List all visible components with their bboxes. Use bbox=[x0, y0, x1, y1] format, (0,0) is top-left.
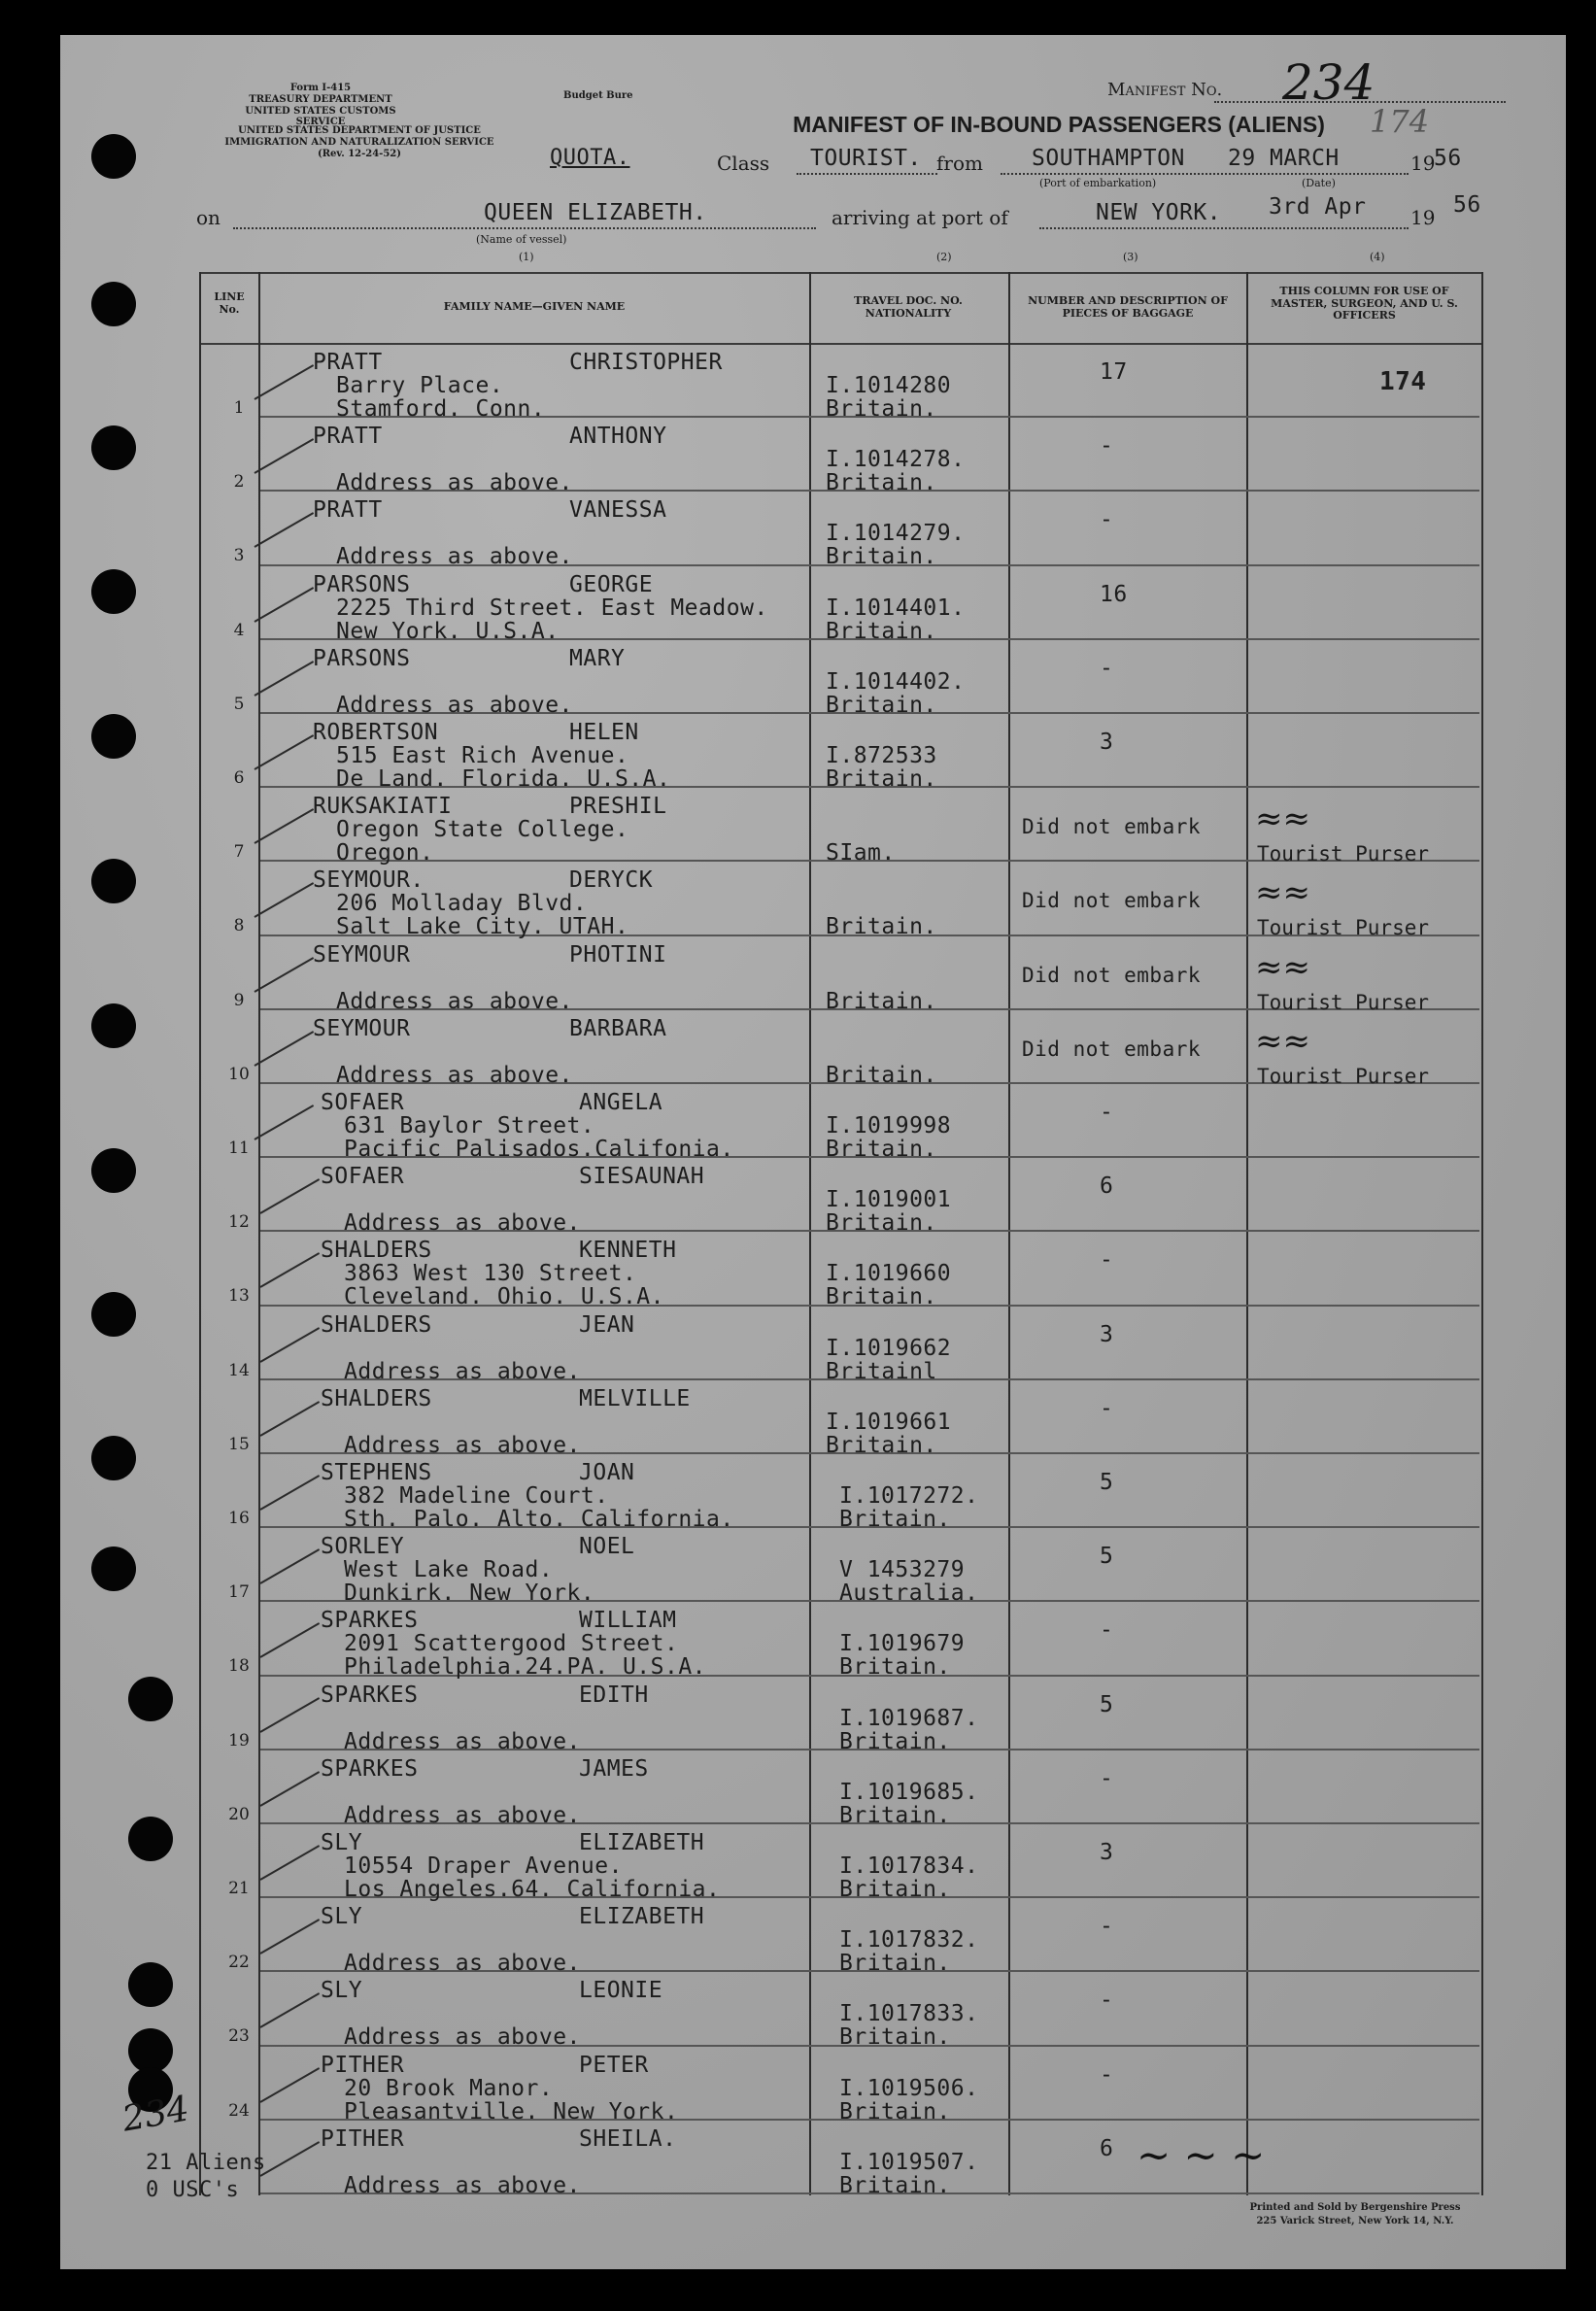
travel-doc-number: I.1019506. bbox=[839, 2075, 979, 2101]
address-line-1: Barry Place. bbox=[336, 373, 504, 398]
address-line-2: Oregon. bbox=[336, 840, 434, 867]
baggage-count: - bbox=[1100, 1617, 1114, 1644]
punch-hole bbox=[91, 714, 136, 759]
line-number: 18 bbox=[228, 1656, 250, 1677]
baggage-count: - bbox=[1100, 1100, 1114, 1125]
punch-hole bbox=[91, 1003, 136, 1048]
address-line-1: 206 Molladay Blvd. bbox=[336, 891, 588, 917]
line-number: 5 bbox=[233, 694, 245, 714]
baggage-count: - bbox=[1100, 1395, 1114, 1421]
punch-hole bbox=[128, 1817, 173, 1861]
line-number: 3 bbox=[233, 546, 245, 566]
address-line-2: Address as above. bbox=[336, 1062, 573, 1088]
address-line-2: Pacific Palisados.Califonia. bbox=[344, 1137, 734, 1162]
embark-date: 29 MARCH bbox=[1228, 146, 1340, 171]
address-line-2: Stamford. Conn. bbox=[336, 396, 546, 422]
given-name: WILLIAM bbox=[579, 1608, 677, 1634]
year-suffix: 56 bbox=[1434, 146, 1462, 171]
officer-note: Tourist Purser bbox=[1257, 990, 1430, 1014]
address-line-2: Address as above. bbox=[336, 988, 573, 1014]
punch-hole bbox=[91, 425, 136, 470]
baggage-count: 5 bbox=[1100, 1470, 1114, 1495]
line-number: 24 bbox=[228, 2100, 250, 2121]
address-line-2: Address as above. bbox=[336, 544, 573, 570]
given-name: ANGELA bbox=[579, 1090, 663, 1115]
col-num-3: (3) bbox=[1123, 251, 1138, 263]
line-number: 16 bbox=[228, 1509, 250, 1528]
budget-bureau: Budget Bure bbox=[563, 90, 633, 101]
nationality: Britain. bbox=[826, 618, 937, 644]
officer-note: Tourist Purser bbox=[1257, 1064, 1430, 1088]
nationality: Britain. bbox=[839, 1654, 951, 1681]
vessel-dots bbox=[233, 227, 816, 229]
nationality: Britain. bbox=[839, 2172, 951, 2198]
did-not-embark-note: Did not embark bbox=[1022, 1037, 1202, 1061]
given-name: JAMES bbox=[579, 1755, 649, 1782]
family-name: RUKSAKIATI bbox=[313, 794, 453, 820]
nationality: Britain. bbox=[839, 1951, 951, 1977]
officer-initials: ≈≈ bbox=[1255, 947, 1310, 987]
baggage-count: - bbox=[1100, 433, 1114, 459]
line-number: 4 bbox=[233, 620, 245, 640]
family-name: SEYMOUR bbox=[313, 941, 411, 968]
address-line-1: 3863 West 130 Street. bbox=[344, 1261, 637, 1287]
line-number: 13 bbox=[228, 1286, 250, 1307]
vessel-caption: (Name of vessel) bbox=[476, 233, 567, 246]
address-line-2: Los Angeles.64. California. bbox=[344, 1877, 721, 1902]
revision: (Rev. 12-24-52) bbox=[318, 149, 401, 159]
address-line-1: 2225 Third Street. East Meadow. bbox=[336, 595, 768, 621]
travel-doc-number: I.872533 bbox=[826, 743, 937, 768]
given-name: ANTHONY bbox=[569, 424, 667, 450]
baggage-count: 6 bbox=[1100, 2135, 1114, 2161]
treasury-dept: TREASURY DEPARTMENT bbox=[249, 94, 392, 105]
col-num-4: (4) bbox=[1370, 251, 1385, 263]
travel-doc-number: I.1019507. bbox=[839, 2149, 979, 2175]
nationality: Britain. bbox=[826, 1432, 937, 1458]
usc-count: 0 USC's bbox=[146, 2178, 240, 2202]
did-not-embark-note: Did not embark bbox=[1022, 889, 1202, 913]
given-name: PETER bbox=[579, 2052, 649, 2078]
nationality: Britain. bbox=[839, 1802, 951, 1828]
travel-doc-number: I.1019679 bbox=[839, 1631, 966, 1657]
from-label: from bbox=[936, 152, 983, 175]
family-name: SPARKES bbox=[321, 1608, 419, 1634]
printer-address: 225 Varick Street, New York 14, N.Y. bbox=[1256, 2216, 1454, 2226]
nationality: Britainl bbox=[826, 1358, 937, 1384]
officer-initials: ≈≈ bbox=[1255, 873, 1310, 913]
punch-hole bbox=[91, 1436, 136, 1480]
did-not-embark-note: Did not embark bbox=[1022, 815, 1202, 839]
baggage-count: 3 bbox=[1100, 1321, 1114, 1347]
signature: ~ ~ ~ bbox=[1137, 2131, 1266, 2179]
baggage-count: 17 bbox=[1100, 359, 1128, 385]
punch-hole bbox=[91, 282, 136, 326]
address-line-2: Address as above. bbox=[344, 1432, 581, 1458]
col-officers: THIS COLUMN FOR USE OF MASTER, SURGEON, AND U. S. OFFICERS bbox=[1271, 285, 1458, 323]
from-dots bbox=[1001, 173, 1409, 175]
travel-doc-number: I.1014278. bbox=[826, 447, 966, 473]
given-name: SHEILA. bbox=[579, 2125, 677, 2152]
punch-hole bbox=[91, 859, 136, 903]
line-number: 12 bbox=[228, 1212, 250, 1233]
baggage-count: 6 bbox=[1100, 1173, 1114, 1200]
baggage-count: 16 bbox=[1100, 581, 1128, 607]
nationality: Britain. bbox=[839, 2098, 951, 2124]
travel-doc-number: I.1014280 bbox=[826, 373, 952, 398]
address-line-2: Address as above. bbox=[344, 2024, 581, 2051]
line-number: 21 bbox=[228, 1879, 250, 1898]
nationality: Britain. bbox=[826, 544, 937, 570]
nationality: Britain. bbox=[826, 1062, 937, 1088]
travel-doc-number: I.1017834. bbox=[839, 1853, 979, 1879]
given-name: BARBARA bbox=[569, 1015, 667, 1041]
address-line-2: Address as above. bbox=[344, 1728, 581, 1754]
family-name: STEPHENS bbox=[321, 1460, 432, 1485]
address-line-2: Address as above. bbox=[344, 1951, 581, 1977]
did-not-embark-note: Did not embark bbox=[1022, 963, 1202, 987]
address-line-2: Sth. Palo. Alto. California. bbox=[344, 1507, 734, 1532]
line-number: 10 bbox=[228, 1064, 250, 1084]
address-line-2: Dunkirk. New York. bbox=[344, 1580, 595, 1607]
line-number: 7 bbox=[233, 842, 245, 863]
nationality: Britain. bbox=[839, 1728, 951, 1754]
port-dots bbox=[1039, 227, 1409, 229]
travel-doc-number: I.1019685. bbox=[839, 1779, 979, 1805]
year-prefix: 19 bbox=[1410, 152, 1436, 175]
nationality: Britain. bbox=[839, 2024, 951, 2051]
manifest-number: 234 bbox=[1282, 54, 1375, 111]
family-name: SLY bbox=[321, 1830, 363, 1855]
family-name: ROBERTSON bbox=[313, 720, 439, 745]
port-caption: (Port of embarkation) bbox=[1039, 177, 1157, 189]
line-number: 9 bbox=[233, 990, 245, 1010]
punch-hole bbox=[91, 1292, 136, 1337]
given-name: NOEL bbox=[579, 1534, 635, 1560]
nationality: Britain. bbox=[826, 1284, 937, 1310]
address-line-2: New York. U.S.A. bbox=[336, 618, 560, 644]
family-name: PRATT bbox=[313, 497, 383, 524]
ins-service: IMMIGRATION AND NATURALIZATION SERVICE bbox=[224, 137, 494, 148]
manifest-label: Manifest No. bbox=[1107, 80, 1223, 100]
travel-doc-number: I.1019660 bbox=[826, 1261, 952, 1287]
baggage-count: - bbox=[1100, 1765, 1114, 1791]
address-line-2: Address as above. bbox=[344, 1358, 581, 1384]
given-name: JEAN bbox=[579, 1311, 635, 1338]
col-num-1: (1) bbox=[519, 251, 534, 263]
family-name: SHALDERS bbox=[321, 1238, 432, 1264]
line-number: 1 bbox=[233, 398, 245, 418]
travel-doc-number: I.1019687. bbox=[839, 1705, 979, 1731]
punch-hole bbox=[91, 1148, 136, 1193]
printer-name: Printed and Sold by Bergenshire Press bbox=[1249, 2202, 1461, 2213]
line-number: 15 bbox=[228, 1434, 250, 1454]
address-line-2: Pleasantville. New York. bbox=[344, 2098, 679, 2124]
line-number: 17 bbox=[228, 1582, 250, 1603]
baggage-count: - bbox=[1100, 507, 1114, 533]
baggage-count: 5 bbox=[1100, 1691, 1114, 1717]
family-name: PITHER bbox=[321, 2125, 405, 2152]
baggage-count: - bbox=[1100, 1247, 1114, 1274]
officer-value: 174 bbox=[1379, 367, 1427, 396]
customs-service: UNITED STATES CUSTOMS SERVICE bbox=[245, 106, 396, 127]
family-name: PARSONS bbox=[313, 645, 411, 671]
travel-doc-number: I.1017272. bbox=[839, 1483, 979, 1509]
punch-hole bbox=[91, 1546, 136, 1591]
margin-number: 234 bbox=[119, 2089, 192, 2140]
family-name: SHALDERS bbox=[321, 1311, 432, 1338]
nationality: Britain. bbox=[826, 1137, 937, 1162]
arriving-label: arriving at port of bbox=[832, 206, 1008, 229]
address-line-2: Salt Lake City. UTAH. bbox=[336, 914, 629, 940]
manifest-sheet bbox=[60, 35, 1566, 2269]
baggage-count: - bbox=[1100, 1914, 1114, 1940]
officer-initials: ≈≈ bbox=[1255, 799, 1310, 839]
given-name: ELIZABETH bbox=[579, 1904, 705, 1930]
family-name: SHALDERS bbox=[321, 1385, 432, 1411]
nationality: Britain. bbox=[826, 396, 937, 422]
address-line-2: Cleveland. Ohio. U.S.A. bbox=[344, 1284, 664, 1310]
address-line-1: 382 Madeline Court. bbox=[344, 1483, 609, 1509]
line-number: 2 bbox=[233, 472, 245, 493]
family-name: SORLEY bbox=[321, 1534, 405, 1560]
nationality: Britain. bbox=[826, 914, 937, 940]
given-name: EDITH bbox=[579, 1682, 649, 1708]
travel-doc-number: I.1019001 bbox=[826, 1187, 952, 1213]
date-caption: (Date) bbox=[1302, 177, 1336, 189]
baggage-count: 3 bbox=[1100, 730, 1114, 755]
line-number: 11 bbox=[228, 1139, 250, 1158]
col-name: FAMILY NAME—GIVEN NAME bbox=[443, 300, 626, 313]
arrival-year-prefix: 19 bbox=[1410, 206, 1436, 229]
address-line-1: 20 Brook Manor. bbox=[344, 2075, 554, 2101]
arrival-year-suffix: 56 bbox=[1453, 192, 1481, 218]
family-name: SOFAER bbox=[321, 1090, 405, 1115]
nationality: Britain. bbox=[826, 470, 937, 496]
vessel-name: QUEEN ELIZABETH. bbox=[484, 200, 707, 225]
port-of-embarkation: SOUTHAMPTON bbox=[1032, 146, 1185, 171]
class-value: TOURIST. bbox=[810, 146, 922, 171]
address-line-1: 515 East Rich Avenue. bbox=[336, 743, 629, 768]
address-line-1: 631 Baylor Street. bbox=[344, 1113, 595, 1139]
family-name: SLY bbox=[321, 1904, 363, 1930]
class-label: Class bbox=[717, 152, 770, 175]
baggage-count: 3 bbox=[1100, 1840, 1114, 1865]
quota: QUOTA. bbox=[550, 146, 630, 170]
officer-initials: ≈≈ bbox=[1255, 1021, 1310, 1061]
travel-doc-number: I.1017833. bbox=[839, 2001, 979, 2027]
given-name: ELIZABETH bbox=[579, 1830, 705, 1855]
col-line-no: LINE No. bbox=[214, 290, 245, 316]
baggage-count: - bbox=[1100, 1988, 1114, 2014]
nationality: Britain. bbox=[839, 1877, 951, 1902]
address-line-2: De Land. Florida. U.S.A. bbox=[336, 766, 671, 792]
nationality: SIam. bbox=[826, 840, 896, 867]
punch-hole bbox=[91, 569, 136, 614]
family-name: SOFAER bbox=[321, 1164, 405, 1190]
address-line-1: 10554 Draper Avenue. bbox=[344, 1853, 623, 1879]
officer-note: Tourist Purser bbox=[1257, 842, 1430, 867]
family-name: PRATT bbox=[313, 424, 383, 450]
address-line-1: Oregon State College. bbox=[336, 817, 629, 843]
line-number: 20 bbox=[228, 1804, 250, 1824]
family-name: SEYMOUR. bbox=[313, 867, 424, 894]
given-name: MARY bbox=[569, 645, 626, 671]
given-name: GEORGE bbox=[569, 571, 654, 597]
family-name: SLY bbox=[321, 1978, 363, 2004]
travel-doc-number: I.1019998 bbox=[826, 1113, 952, 1139]
justice-dept: UNITED STATES DEPARTMENT OF JUSTICE bbox=[238, 125, 481, 136]
family-name: PRATT bbox=[313, 350, 383, 375]
form-number: Form I-415 bbox=[289, 83, 352, 93]
given-name: CHRISTOPHER bbox=[569, 350, 723, 375]
travel-doc-number: I.1019661 bbox=[826, 1409, 952, 1435]
class-dots bbox=[797, 173, 937, 175]
given-name: VANESSA bbox=[569, 497, 667, 524]
given-name: PHOTINI bbox=[569, 941, 667, 968]
officer-note: Tourist Purser bbox=[1257, 916, 1430, 940]
address-line-1: West Lake Road. bbox=[344, 1557, 554, 1583]
travel-doc-number: V 1453279 bbox=[839, 1557, 966, 1583]
arrival-port: NEW YORK. bbox=[1096, 200, 1222, 225]
nationality: Britain. bbox=[826, 988, 937, 1014]
punch-hole bbox=[128, 1962, 173, 2007]
baggage-count: 5 bbox=[1100, 1544, 1114, 1570]
given-name: HELEN bbox=[569, 720, 639, 745]
aliens-count: 21 Aliens bbox=[146, 2151, 266, 2175]
col-baggage: NUMBER AND DESCRIPTION OF PIECES OF BAGGAGE bbox=[1028, 294, 1228, 320]
on-label: on bbox=[196, 206, 221, 229]
nationality: Britain. bbox=[826, 766, 937, 792]
col-travel-doc: TRAVEL DOC. NO. NATIONALITY bbox=[854, 294, 963, 320]
given-name: JOAN bbox=[579, 1460, 635, 1485]
nationality: Britain. bbox=[826, 692, 937, 718]
family-name: SEYMOUR bbox=[313, 1015, 411, 1041]
family-name: SPARKES bbox=[321, 1682, 419, 1708]
nationality: Britain. bbox=[839, 1507, 951, 1532]
line-number: 6 bbox=[233, 768, 245, 788]
given-name: KENNETH bbox=[579, 1238, 677, 1264]
punch-hole bbox=[128, 1677, 173, 1721]
address-line-2: Address as above. bbox=[336, 692, 573, 718]
punch-hole bbox=[91, 134, 136, 179]
travel-doc-number: I.1014279. bbox=[826, 521, 966, 547]
given-name: MELVILLE bbox=[579, 1385, 691, 1411]
baggage-count: - bbox=[1100, 655, 1114, 681]
given-name: PRESHIL bbox=[569, 794, 667, 820]
travel-doc-number: I.1014401. bbox=[826, 595, 966, 621]
address-line-2: Address as above. bbox=[344, 1210, 581, 1237]
manifest-title: MANIFEST OF IN-BOUND PASSENGERS (ALIENS) bbox=[793, 112, 1325, 137]
col-num-2: (2) bbox=[936, 251, 952, 263]
line-number: 19 bbox=[228, 1730, 250, 1750]
given-name: SIESAUNAH bbox=[579, 1164, 705, 1190]
travel-doc-number: I.1019662 bbox=[826, 1335, 952, 1361]
address-line-2: Address as above. bbox=[336, 470, 573, 496]
line-number: 22 bbox=[228, 1953, 250, 1973]
manifest-number-2: 174 bbox=[1370, 103, 1430, 140]
nationality: Australia. bbox=[839, 1580, 979, 1607]
address-line-2: Address as above. bbox=[344, 2172, 581, 2198]
arrival-date: 3rd Apr bbox=[1269, 194, 1367, 220]
address-line-2: Philadelphia.24.PA. U.S.A. bbox=[344, 1654, 707, 1681]
given-name: DERYCK bbox=[569, 867, 654, 894]
baggage-count: - bbox=[1100, 2061, 1114, 2088]
nationality: Britain. bbox=[826, 1210, 937, 1237]
address-line-2: Address as above. bbox=[344, 1802, 581, 1828]
travel-doc-number: I.1014402. bbox=[826, 668, 966, 695]
line-number: 23 bbox=[228, 2026, 250, 2047]
line-number: 14 bbox=[228, 1360, 250, 1380]
travel-doc-number: I.1017832. bbox=[839, 1927, 979, 1954]
family-name: PARSONS bbox=[313, 571, 411, 597]
line-number: 8 bbox=[233, 916, 245, 936]
family-name: SPARKES bbox=[321, 1755, 419, 1782]
family-name: PITHER bbox=[321, 2052, 405, 2078]
given-name: LEONIE bbox=[579, 1978, 663, 2004]
address-line-1: 2091 Scattergood Street. bbox=[344, 1631, 679, 1657]
